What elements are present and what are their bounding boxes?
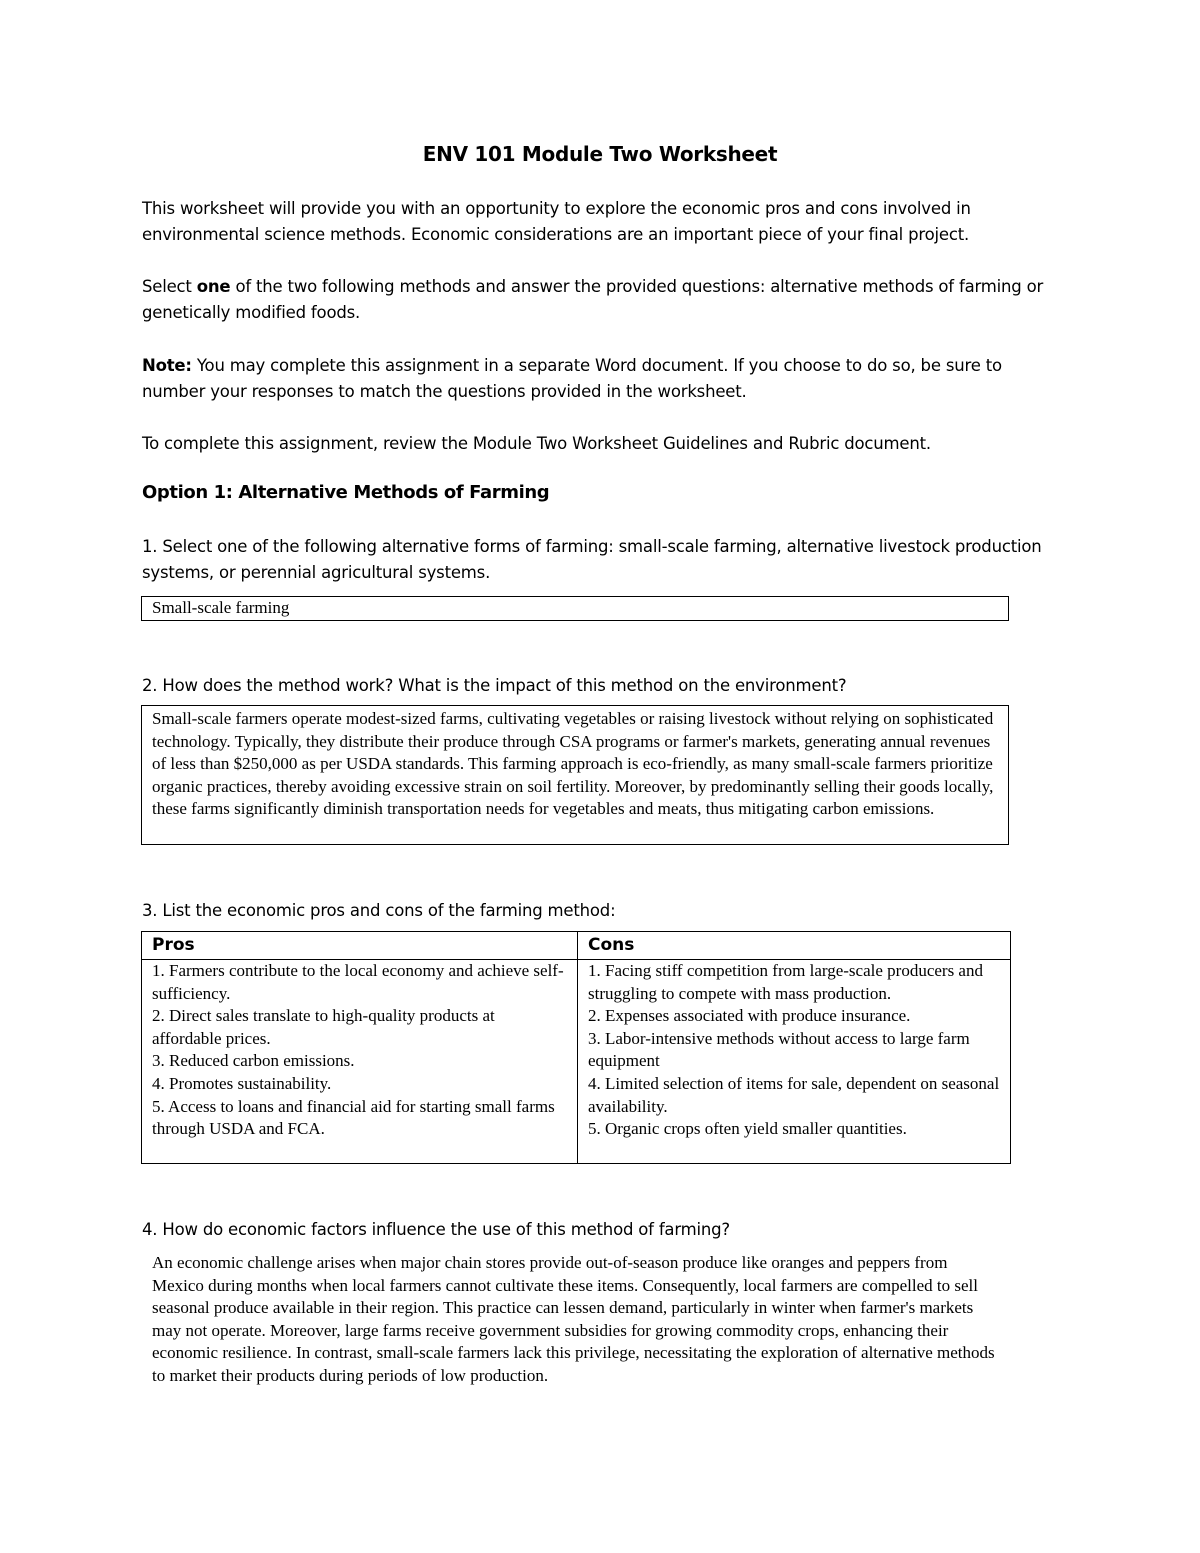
question-3: 3. List the economic pros and cons of the farming method: <box>142 901 616 920</box>
cons-item: 5. Organic crops often yield smaller quantities. <box>588 1119 907 1139</box>
cons-item: 4. Limited selection of items for sale, dependent on seasonal availability. <box>588 1073 1000 1116</box>
pros-item: 3. Reduced carbon emissions. <box>152 1051 355 1071</box>
pros-cell <box>142 960 578 1164</box>
answer-4-text: An economic challenge arises when major chain stores provide out-of-season produce like oranges and peppers from Mexico during months when local farmers cannot cultivate these items. Consequently, local farmers are compelled to sell seasonal produce available in their region. This practice can lessen demand, particularly in winter when farmer's markets may not operate. Moreover, large farms receive government subsidies for growing commodity crops, enhancing their economic resilience. In contrast, small-scale farmers lack this privilege, necessitating the exploration of alternative methods to market their products during periods of low production. <box>152 1253 995 1385</box>
cons-item: 1. Facing stiff competition from large-scale producers and struggling to compete with mass production. <box>588 961 983 1003</box>
cons-item: 3. Labor-intensive methods without access to large farm equipment <box>588 1028 970 1071</box>
note-label: Note: <box>142 356 192 375</box>
cons-cell <box>578 960 1011 1164</box>
select-prefix: Select <box>142 277 197 296</box>
pros-item: 1. Farmers contribute to the local economy and achieve self-sufficiency. <box>152 961 564 1003</box>
note-text: You may complete this assignment in a separate Word document. If you choose to do so, be sure to number your responses to match the questions provided in the worksheet. <box>142 356 1002 401</box>
question-1: 1. Select one of the following alternative forms of farming: small-scale farming, alternative livestock production systems, or perennial agricultural systems. <box>142 537 1042 582</box>
cons-item: 2. Expenses associated with produce insurance. <box>588 1006 911 1026</box>
answer-1-box: Small-scale farming <box>141 596 1009 621</box>
page-title: ENV 101 Module Two Worksheet <box>422 142 778 166</box>
pros-cons-table <box>141 931 1011 1164</box>
question-4: 4. How do economic factors influence the use of this method of farming? <box>142 1220 730 1239</box>
question-2: 2. How does the method work? What is the impact of this method on the environment? <box>142 676 847 695</box>
pros-item: 4. Promotes sustainability. <box>152 1073 332 1093</box>
intro-paragraph: This worksheet will provide you with an opportunity to explore the economic pros and cons involved in environmental science methods. Economic considerations are an important piece of your final project. <box>142 199 971 244</box>
select-emphasis: one <box>196 277 231 296</box>
pros-header: Pros <box>142 932 578 960</box>
answer-2-box: Small-scale farmers operate modest-sized farms, cultivating vegetables or raising livestock without relying on sophisticated technology. Typically, they distribute their produce through CSA programs or farmer's markets, generating annual revenues of less than $250,000 as per USDA standards. This farming approach is eco-friendly, as many small-scale farmers prioritize organic practices, thereby avoiding excessive strain on soil fertility. Moreover, by predominantly selling their goods locally, these farms significantly diminish transportation needs for vegetables and meats, thus mitigating carbon emissions. <box>141 705 1009 845</box>
cons-header: Cons <box>578 932 1011 960</box>
pros-item: 2. Direct sales translate to high-quality products at affordable prices. <box>152 1006 495 1048</box>
select-rest: of the two following methods and answer the provided questions: alternative methods of farming or genetically modified foods. <box>142 277 1044 322</box>
complete-instruction: To complete this assignment, review the Module Two Worksheet Guidelines and Rubric document. <box>142 434 931 453</box>
table-header-row <box>142 932 1011 960</box>
select-instruction <box>142 274 1062 326</box>
note-paragraph <box>142 353 1062 405</box>
pros-item: 5. Access to loans and financial aid for starting small farms through USDA and FCA. <box>152 1096 555 1139</box>
table-row <box>142 960 1011 1164</box>
option-heading: Option 1: Alternative Methods of Farming <box>142 482 550 503</box>
